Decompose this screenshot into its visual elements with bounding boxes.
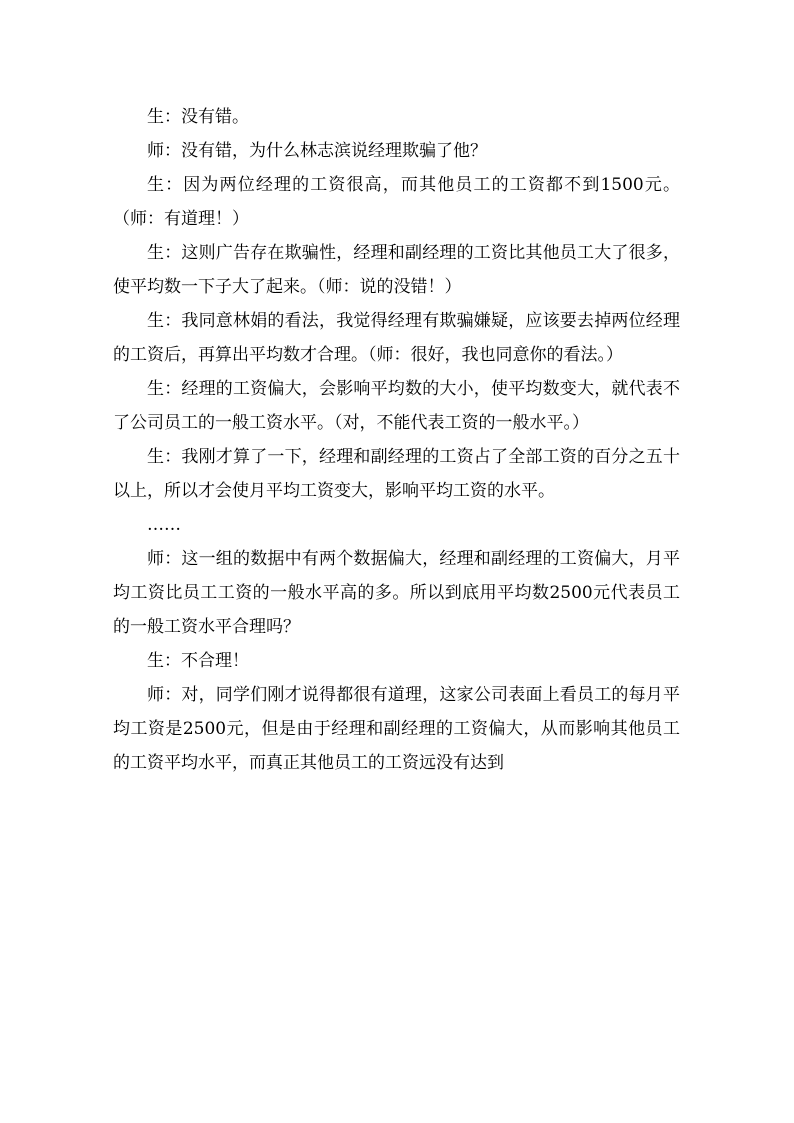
paragraph-10: 师：对，同学们刚才说得都很有道理，这家公司表面上看员工的每月平均工资是2500元，但是由于经理和副经理的工资偏大，从而影响其他员工的工资平均水平，而真正其他员工的工资远没有达到 <box>113 685 680 773</box>
paragraph-8: 师：这一组的数据中有两个数据偏大，经理和副经理的工资偏大，月平均工资比员工工资的一般水平高的多。所以到底用平均数2500元代表员工的一般工资水平合理吗？ <box>113 549 680 637</box>
paragraph-5: 生：我同意林娟的看法，我觉得经理有欺骗嫌疑，应该要去掉两位经理的工资后，再算出平均数才合理。（师：很好，我也同意你的看法。） <box>113 311 680 365</box>
paragraph-3: 生：因为两位经理的工资很高，而其他员工的工资都不到1500元。（师：有道理！） <box>113 175 680 229</box>
paragraph-9: 生：不合理！ <box>147 651 249 671</box>
paragraph-7: 生：我刚才算了一下，经理和副经理的工资占了全部工资的百分之五十以上，所以才会使月平均工资变大，影响平均工资的水平。 <box>113 447 680 501</box>
paragraph-1: 生：没有错。 <box>147 107 249 127</box>
paragraph-6: 生：经理的工资偏大，会影响平均数的大小，使平均数变大，就代表不了公司员工的一般工资水平。（对，不能代表工资的一般水平。） <box>113 379 680 433</box>
paragraph-4: 生：这则广告存在欺骗性，经理和副经理的工资比其他员工大了很多，使平均数一下子大了起来。（师：说的没错！） <box>113 243 680 297</box>
paragraph-2: 师：没有错，为什么林志滨说经理欺骗了他？ <box>147 141 487 161</box>
ellipsis-line: …… <box>147 515 181 535</box>
